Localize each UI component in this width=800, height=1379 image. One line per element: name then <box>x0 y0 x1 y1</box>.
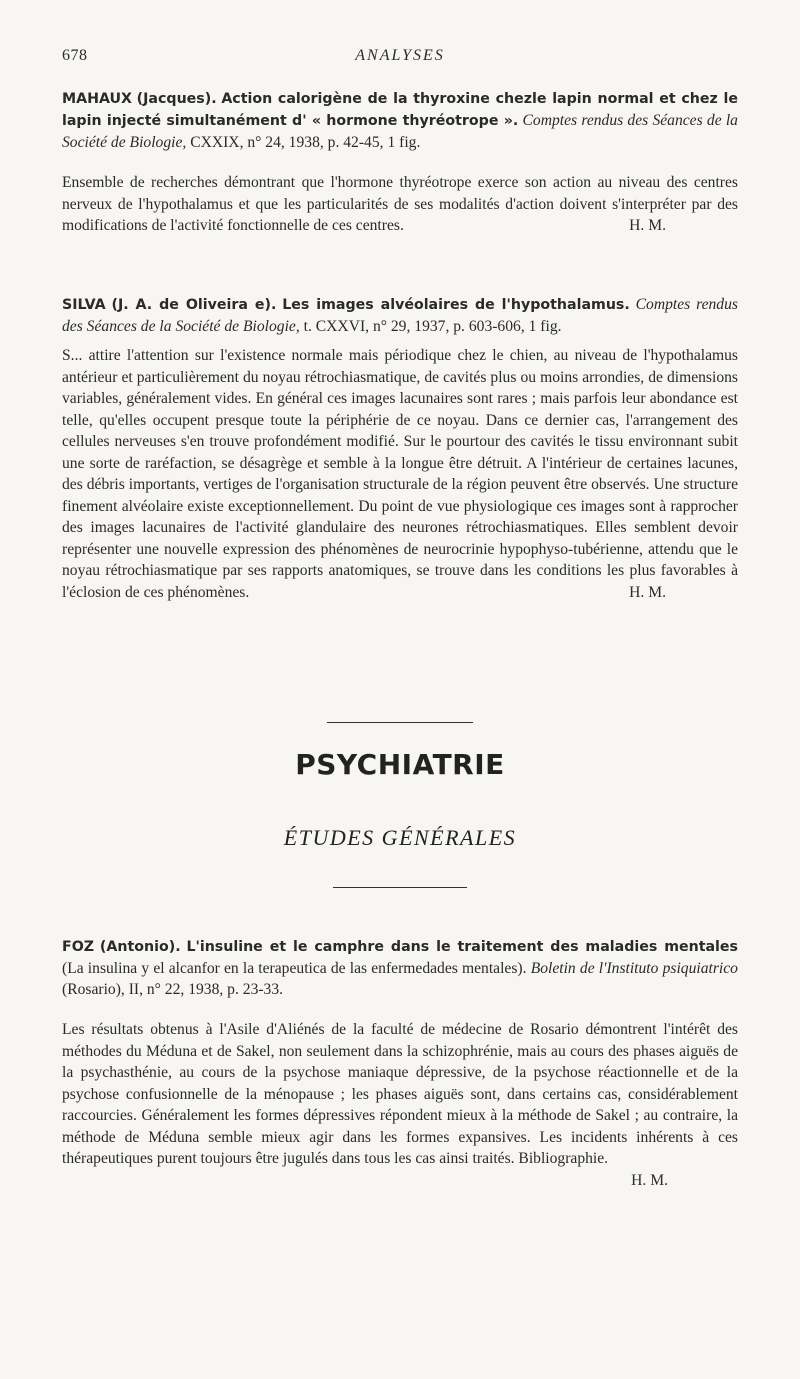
abstract-body: Ensemble de recherches démontrant que l'hormone thyréotrope exerce son action au niveau des centres nerveux de l'hypothalamus et que les particularités de ses modalités d'action doivent s'interpréter par des modifications de l'activité fonctionnelle de ces centres. <box>62 174 738 234</box>
publication-name: Comptes rendus des Séances de la Société de Biologie, <box>62 112 738 151</box>
subsection-divider <box>333 887 467 888</box>
abstract-body: Les résultats obtenus à l'Asile d'Aliénés de la faculté de médecine de Rosario démontrent l'intérêt des méthodes du Méduna et de Sakel, non seulement dans la schizophrénie, mais au cours des phases aiguës de la psychasthénie, au cours de la psychose maniaque dépressive, de la psychose réactionnelle et de la psychose confusionnelle de la ménopause ; les phases aiguës sont, dans certains cas, considérablement raccourcies. Généralement les formes dépressives répondent mieux à la méthode de Sakel ; au contraire, la méthode de Méduna semble mieux agir dans les formes expansives. Les incidents inhérents à ces thérapeutiques purent toujours être jugulés dans tous les cas ainsi traités. Bibliographie. <box>62 1021 738 1167</box>
author-surname: MAHAUX <box>62 91 132 107</box>
reviewer-signature: H. M. <box>631 1171 668 1189</box>
page-number: 678 <box>62 47 88 64</box>
abstract-text <box>62 1019 738 1170</box>
article-title: Les images alvéolaires de l'hypothalamus. <box>282 297 630 313</box>
subsection-title: ÉTUDES GÉNÉRALES <box>283 825 517 850</box>
abstract-entry-silva <box>62 294 738 603</box>
publication-details: t. CXXVI, n° 29, 1937, p. 603-606, 1 fig. <box>303 318 562 335</box>
publication-name: Boletin de l'Instituto psiquiatrico <box>530 960 738 977</box>
author-given-name: (Antonio). <box>99 939 181 955</box>
abstract-text <box>62 172 738 237</box>
abstract-body: S... attire l'attention sur l'existence normale mais périodique chez le chien, au niveau de l'hypothalamus antérieur et particulièrement du noyau rétrochiasmatique, de cavités plus ou moins arrondies, de dimensions variables, généralement vides. En général ces images lacunaires sont rares ; mais parfois leur abondance est telle, qu'elles occupent presque toute la périphérie de ce noyau. Dans ce dernier cas, l'arrangement des cellules nerveuses s'en trouve profondément modifié. Sur le pourtour des cavités le tissu environnant subit une sorte de raréfaction, se désagrège et semble à la longue être détruit. A l'intérieur de certaines lacunes, des débris importants, vertiges de l'organisation structurale de la région peuvent être observés. Une structure finement alvéolaire existe exceptionnellement. Du point de vue physiologique ces images sont à rapprocher des images lacunaires de l'activité glandulaire des neurones rétrochiasmatiques. Elles semblent devoir représenter une nouvelle expression des phénomènes de neurocrinie hypophyso-tubérienne, attendu que le noyau rétrochiasmatique par ses rapports anatomiques, se trouve dans les conditions les plus favorables à l'éclosion de ces phénomènes. <box>62 347 738 601</box>
section-title: PSYCHIATRIE <box>295 748 505 781</box>
author-surname: SILVA <box>62 297 106 313</box>
publication-details: CXXIX, n° 24, 1938, p. 42-45, 1 fig. <box>190 134 421 151</box>
author-surname: FOZ <box>62 939 95 955</box>
author-given-name: (J. A. de Oliveira e). <box>111 297 277 313</box>
citation <box>62 88 738 153</box>
publication-name: Comptes rendus des Séances de la Société de Biologie, <box>62 296 738 335</box>
abstract-entry-foz <box>62 936 738 1190</box>
running-title: ANALYSES <box>355 47 445 64</box>
title-translation: (La insulina y el alcanfor en la terapeutica de las enfermedades mentales). <box>62 960 527 977</box>
author-given-name: (Jacques). <box>136 91 217 107</box>
section-divider <box>327 722 473 723</box>
article-title: Action calorigène de la thyroxine chezle lapin normal et chez le lapin injecté simultanément d' « hormone thyréotrope ». <box>62 91 738 129</box>
citation <box>62 294 738 337</box>
article-title: L'insuline et le camphre dans le traitement des maladies mentales <box>186 939 738 955</box>
abstract-entry-mahaux <box>62 88 738 237</box>
abstract-text <box>62 345 738 603</box>
reviewer-signature: H. M. <box>629 583 666 601</box>
citation <box>62 936 738 1000</box>
running-header <box>62 47 738 67</box>
publication-details: (Rosario), II, n° 22, 1938, p. 23-33. <box>62 981 284 998</box>
reviewer-signature: H. M. <box>629 217 666 234</box>
